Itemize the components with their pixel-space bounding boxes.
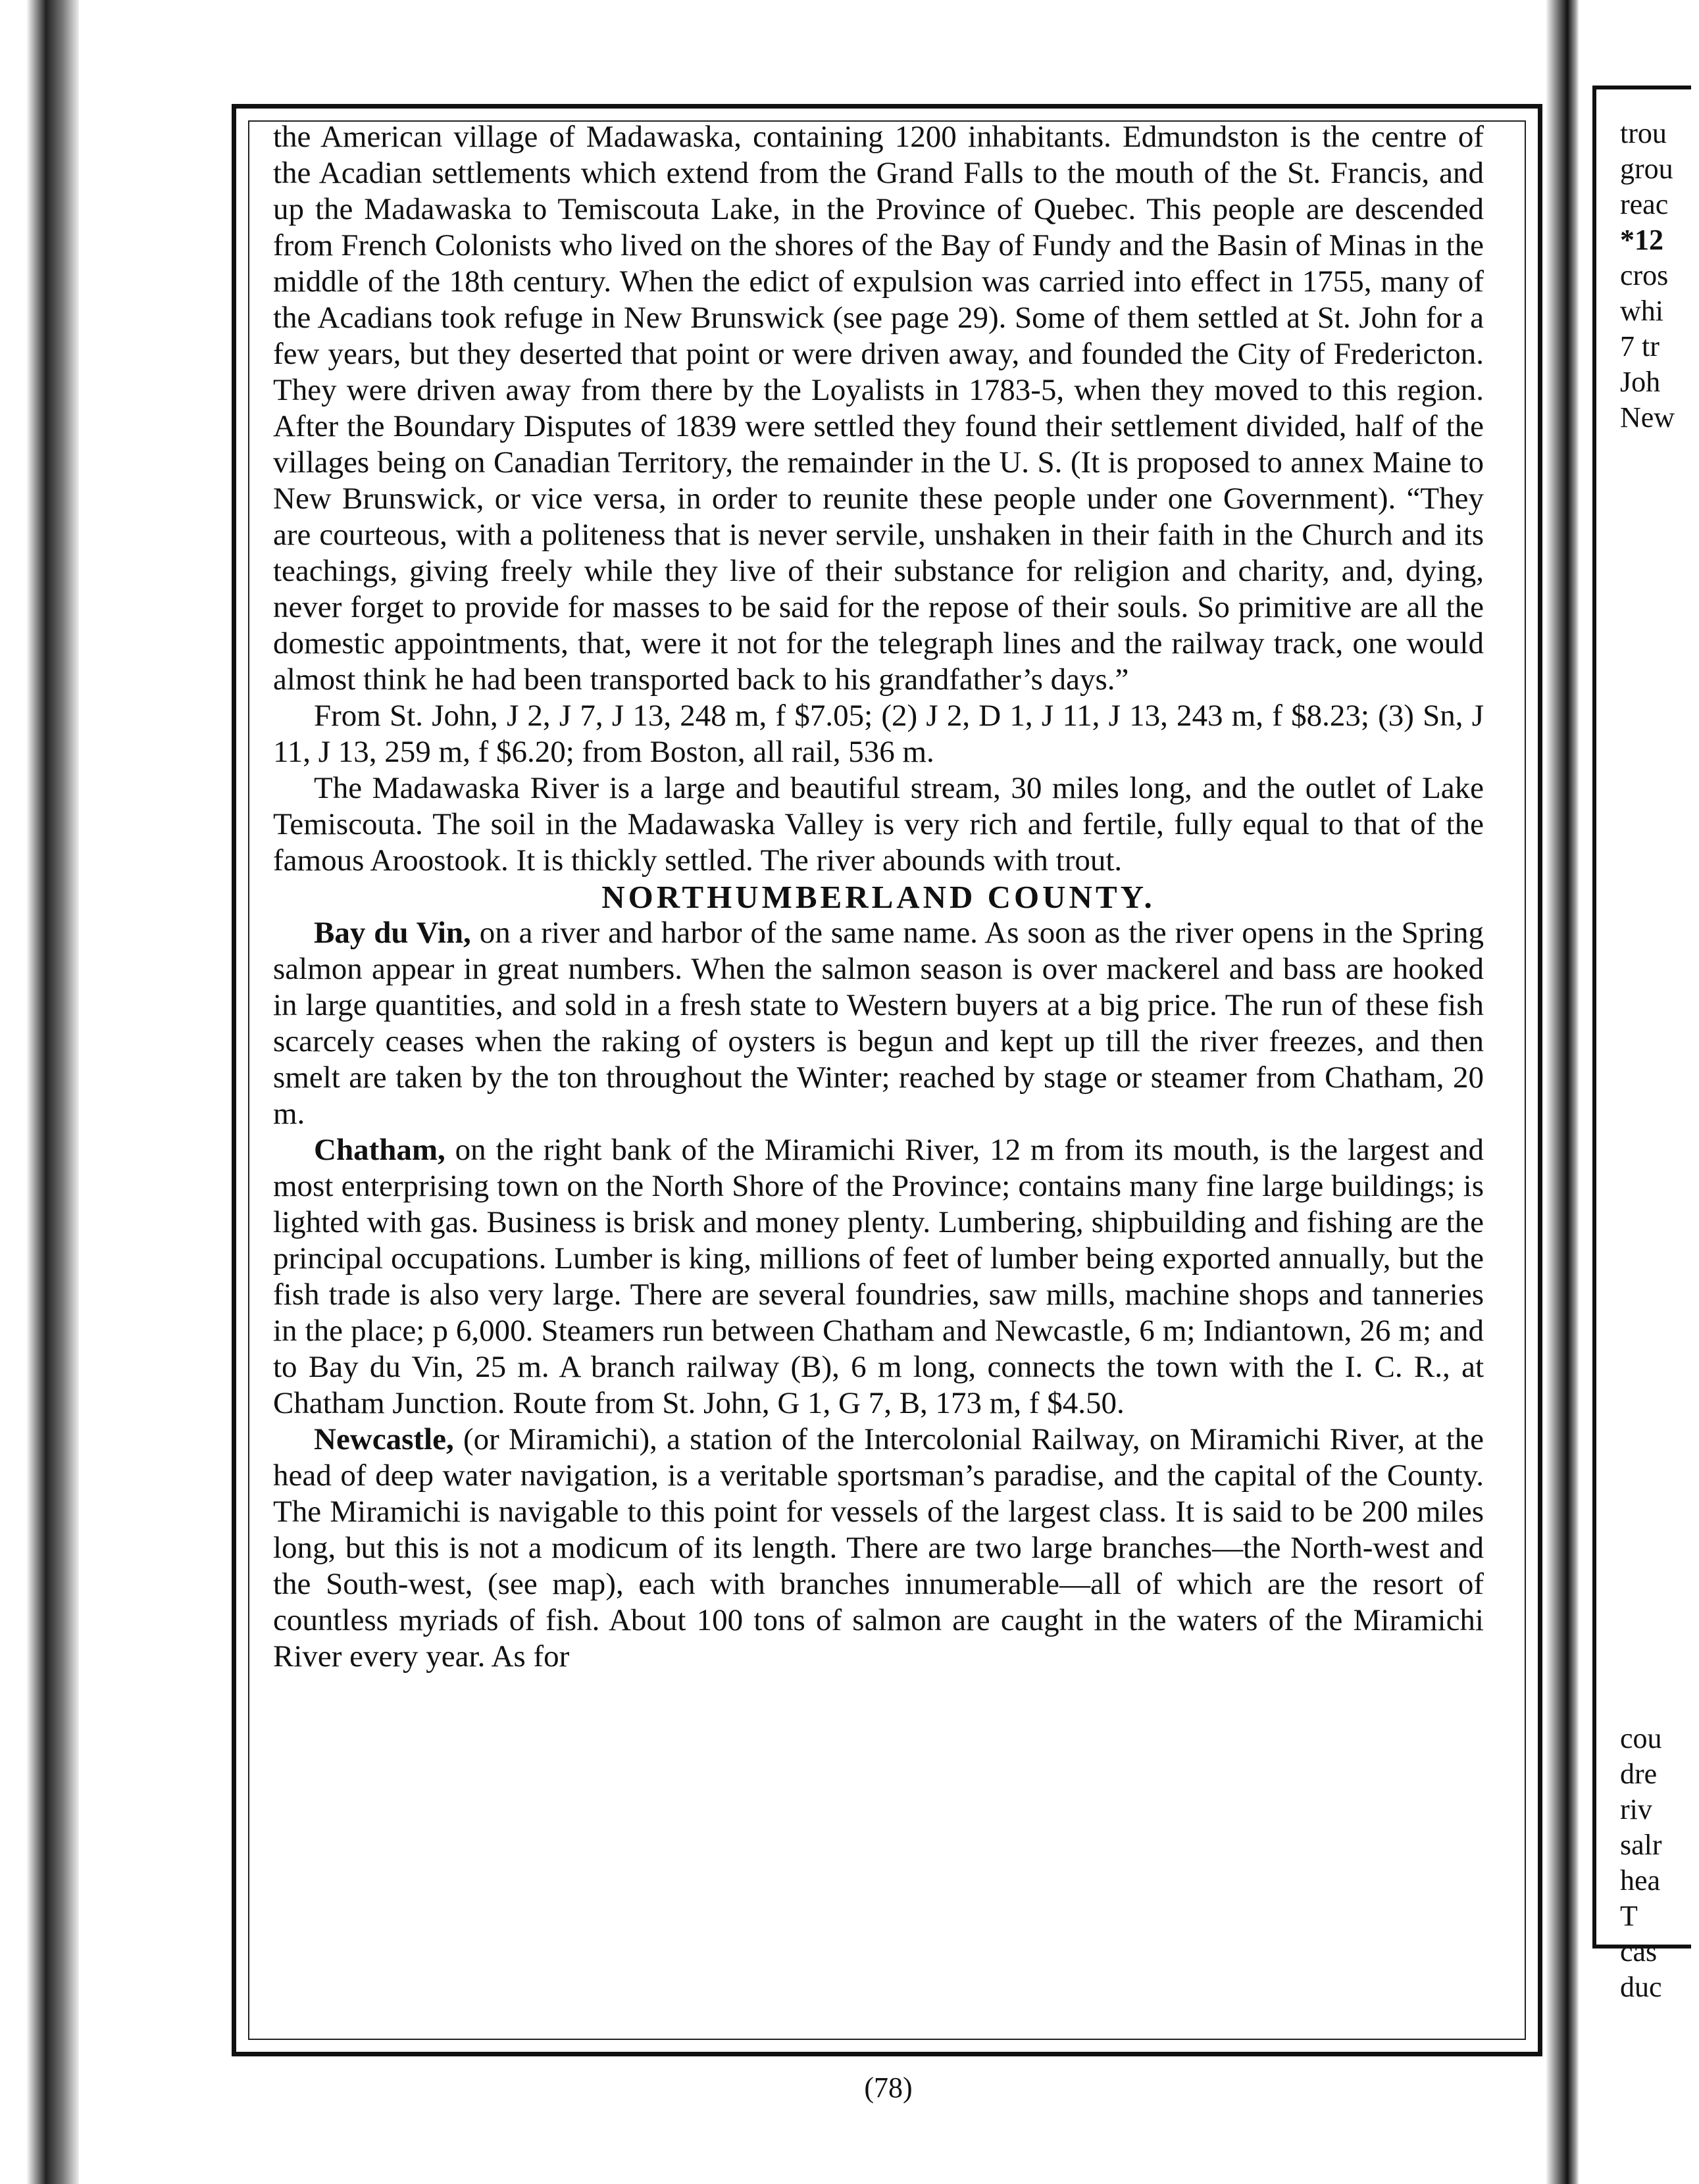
fragment-line: T xyxy=(1620,1900,1638,1932)
paragraph-routes: From St. John, J 2, J 7, J 13, 248 m, f $7.05; (2) J 2, D 1, J 11, J 13, 243 m, f $8.23; (3) Sn, J 11, J 13, 259 m, f $6.20; from Boston, all rail, 536 m. xyxy=(273,699,1484,769)
fragment-line: 7 tr xyxy=(1620,330,1660,362)
fragment-line: *12 xyxy=(1620,224,1663,256)
county-heading: NORTHUMBERLAND COUNTY. xyxy=(601,879,1155,915)
fragment-line: New xyxy=(1620,401,1675,434)
fragment-line: cas xyxy=(1620,1935,1658,1968)
entry-text: (or Miramichi), a station of the Intercolonial Railway, on Miramichi River, at the head of deep water navigation, is a veritable sportsman’s paradise, and the capital of the County. The Miramichi is navigable to this point for vessels of the largest class. It is said to be 200 miles long, but this is not a modicum of its length. There are two large branches—the North-west and the South-west, (see map), each with branches innumerable—all of which are the resort of countless myriads of fish. About 100 tons of salmon are caught in the waters of the Miramichi River every year. As for xyxy=(273,1422,1484,1674)
fragment-line: salr xyxy=(1620,1829,1662,1861)
paragraph-madawaska-river: The Madawaska River is a large and beautiful stream, 30 miles long, and the outlet of Lake Temiscouta. The soil in the Madawaska Valley is very rich and fertile, fully equal to that of the famous Aroostook. It is thickly settled. The river abounds with trout. xyxy=(273,771,1484,878)
entry-place-name: Chatham, xyxy=(314,1133,445,1167)
page-number: (78) xyxy=(864,2072,913,2104)
fragment-line: duc xyxy=(1620,1971,1662,2003)
entry-place-name: Newcastle, xyxy=(314,1422,454,1456)
paragraph-madawaska-intro: the American village of Madawaska, containing 1200 inhabitants. Edmundston is the centre of the Acadian settlements which extend from the Grand Falls to the mouth of the St. Francis, and up the Madawaska to Temiscouta Lake, in the Province of Quebec. This people are descended from French Colonists who lived on the shores of the Bay of Fundy and the Basin of Minas in the middle of the 18th century. When the edict of expulsion was carried into effect in 1755, many of the Acadians took refuge in New Brunswick (see page 29). Some of them settled at St. John for a few years, but they deserted that point or were driven away, and founded the City of Fredericton. They were driven away from there by the Loyalists in 1783-5, when they moved to this region. After the Boundary Disputes of 1839 were settled they found their settlement divided, half of the villages being on Canadian Territory, the remainder in the U. S. (It is proposed to annex Maine to New Brunswick, or vice versa, in order to reunite these people under one Government). “They are courteous, with a politeness that is never servile, unshaken in their faith in the Church and its teachings, giving freely while they live of their substance for religion and charity, and, dying, never forget to provide for masses to be said for the repose of their souls. So primitive are all the domestic appointments, that, were it not for the telegraph lines and the railway track, one would almost think he had been transported back to his grandfather’s days.” xyxy=(273,120,1484,697)
entry-text: on a river and harbor of the same name. As soon as the river opens in the Spring salmon appear in great numbers. When the salmon season is over mackerel and bass are hooked in large quantities, and sold in a fresh state to Western buyers at a big price. The run of these fish scarcely ceases when the raking of oysters is begun and kept up till the river freezes, and then smelt are taken by the ton throughout the Winter; reached by stage or steamer from Chatham, 20 m. xyxy=(273,916,1484,1131)
page-text xyxy=(273,119,1484,1675)
fragment-line: cou xyxy=(1620,1722,1662,1754)
fragment-line: cros xyxy=(1620,259,1669,291)
next-page-fragments-bottom xyxy=(1620,1721,1699,2005)
entry-place-name: Bay du Vin, xyxy=(314,916,471,950)
fragment-line: hea xyxy=(1620,1864,1661,1897)
fragment-line: Joh xyxy=(1620,366,1661,398)
next-page-edge xyxy=(1592,86,1691,2003)
fragment-line: grou xyxy=(1620,153,1673,185)
entry-newcastle xyxy=(273,1422,1484,1675)
fragment-line: reac xyxy=(1620,188,1669,220)
book-spine-fold xyxy=(1546,0,1579,2184)
next-page-fragments-top xyxy=(1620,116,1699,435)
entry-text: on the right bank of the Miramichi River, 12 m from its mouth, is the largest and most enterprising town on the North Shore of the Province; contains many fine large buildings; is lighted with gas. Business is brisk and money plenty. Lumbering, shipbuilding and fishing are the principal occupations. Lumber is king, millions of feet of lumber being exported annually, but the fish trade is also very large. There are several foundries, saw mills, machine shops and tanneries in the place; p 6,000. Steamers run between Chatham and Newcastle, 6 m; Indiantown, 26 m; and to Bay du Vin, 25 m. A branch railway (B), 6 m long, connects the town with the I. C. R., at Chatham Junction. Route from St. John, G 1, G 7, B, 173 m, f $4.50. xyxy=(273,1133,1484,1420)
fragment-line: whi xyxy=(1620,295,1663,327)
entry-bay-du-vin xyxy=(273,915,1484,1132)
entry-chatham xyxy=(273,1132,1484,1422)
page-border xyxy=(232,104,1542,2056)
scan-edge-left xyxy=(0,0,79,2184)
fragment-line: trou xyxy=(1620,117,1667,149)
fragment-line: riv xyxy=(1620,1793,1652,1825)
fragment-line: dre xyxy=(1620,1758,1658,1790)
